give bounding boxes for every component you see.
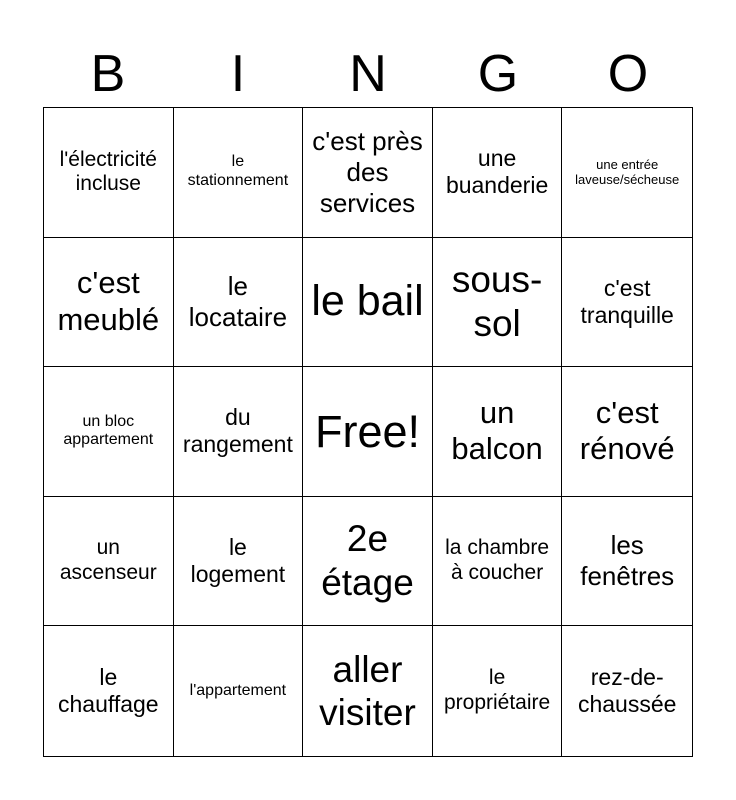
bingo-cell-r1-c3[interactable]: c'est près des services bbox=[303, 108, 433, 238]
bingo-cell-r2-c1[interactable]: c'est meublé bbox=[44, 238, 174, 368]
header-letter-b: B bbox=[90, 45, 126, 103]
header-letter-n: N bbox=[349, 45, 387, 103]
header-letter-g: G bbox=[477, 45, 519, 103]
bingo-cell-r5-c3[interactable]: aller visiter bbox=[303, 626, 433, 756]
bingo-cell-r4-c5[interactable]: les fenêtres bbox=[562, 497, 692, 627]
bingo-cell-r4-c1[interactable]: un ascenseur bbox=[44, 497, 174, 627]
bingo-board bbox=[43, 107, 693, 757]
bingo-cell-r1-c5[interactable]: une entrée laveuse/sécheuse bbox=[562, 108, 692, 238]
bingo-cell-r4-c2[interactable]: le logement bbox=[174, 497, 304, 627]
bingo-cell-r3-c2[interactable]: du rangement bbox=[174, 367, 304, 497]
bingo-cell-r2-c4[interactable]: sous-sol bbox=[433, 238, 563, 368]
bingo-cell-r1-c4[interactable]: une buanderie bbox=[433, 108, 563, 238]
bingo-cell-r4-c3[interactable]: 2e étage bbox=[303, 497, 433, 627]
bingo-cell-r5-c1[interactable]: le chauffage bbox=[44, 626, 174, 756]
bingo-cell-r3-c1[interactable]: un bloc appartement bbox=[44, 367, 174, 497]
bingo-cell-r3-c4[interactable]: un balcon bbox=[433, 367, 563, 497]
bingo-cell-r1-c2[interactable]: le stationnement bbox=[174, 108, 304, 238]
bingo-cell-r4-c4[interactable]: la chambre à coucher bbox=[433, 497, 563, 627]
bingo-cell-r2-c2[interactable]: le locataire bbox=[174, 238, 304, 368]
bingo-cell-r1-c1[interactable]: l'électricité incluse bbox=[44, 108, 174, 238]
bingo-cell-r5-c5[interactable]: rez-de-chaussée bbox=[577, 664, 677, 718]
bingo-cell-r3-c5[interactable]: c'est rénové bbox=[562, 367, 692, 497]
header-letter-o: O bbox=[607, 45, 649, 103]
bingo-cell-r2-c3[interactable]: le bail bbox=[303, 238, 433, 368]
bingo-cell-r2-c5[interactable]: c'est tranquille bbox=[562, 238, 692, 368]
header-letter-i: I bbox=[230, 45, 246, 103]
bingo-cell-r5-c2[interactable]: l'appartement bbox=[174, 626, 304, 756]
bingo-header bbox=[43, 40, 693, 108]
bingo-cell-free[interactable]: Free! bbox=[303, 367, 433, 497]
bingo-cell-r5-c4[interactable]: le propriétaire bbox=[433, 626, 563, 756]
